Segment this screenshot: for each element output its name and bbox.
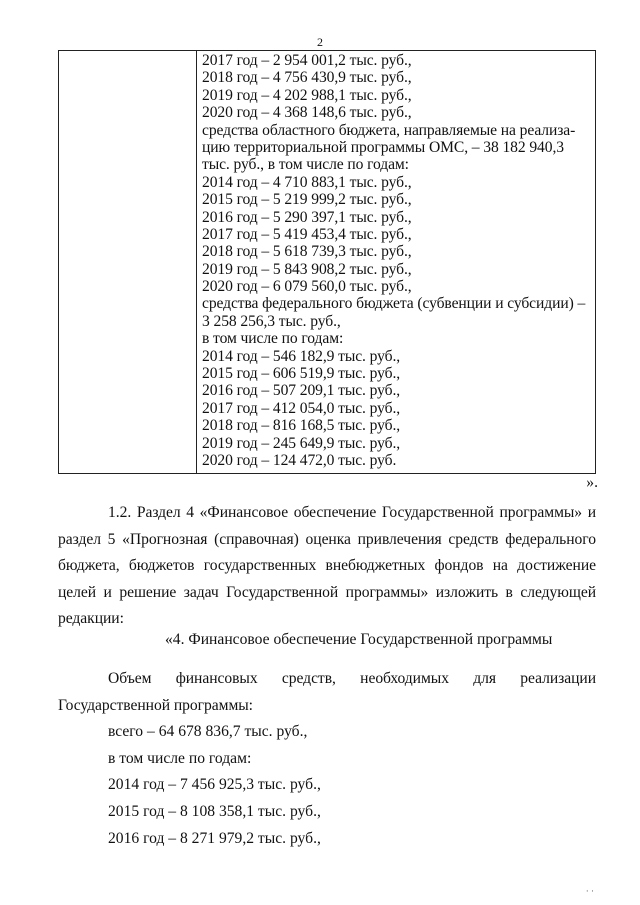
funding-line: в том числе по годам: — [202, 330, 344, 348]
table-right-cell — [197, 51, 596, 474]
funding-line: 2017 год – 412 054,0 тыс. руб., — [202, 399, 401, 417]
page-number: 2 — [317, 35, 323, 49]
funding-line: 2020 год – 6 079 560,0 тыс. руб., — [202, 278, 412, 296]
funding-line: 2018 год – 816 168,5 тыс. руб., — [202, 417, 401, 435]
funding-lines — [197, 51, 595, 469]
year-line-2015: 2015 год – 8 108 358,1 тыс. руб., — [108, 803, 321, 820]
funding-line: тыс. руб., в том числе по годам: — [202, 156, 409, 174]
funding-line: 3 258 256,3 тыс. руб., — [202, 312, 341, 330]
funding-line: цию территориальной программы ОМС, – 38 182 940,3 — [202, 138, 564, 156]
year-line-2014: 2014 год – 7 456 925,3 тыс. руб., — [108, 776, 321, 793]
funding-line: средства федерального бюджета (субвенции и субсидии) – — [202, 295, 586, 313]
table-left-cell — [59, 51, 197, 474]
funding-line: 2016 год – 507 209,1 тыс. руб., — [202, 382, 401, 400]
funding-line: 2015 год – 606 519,9 тыс. руб., — [202, 365, 401, 383]
funding-line: 2020 год – 124 472,0 тыс. руб. — [202, 451, 397, 469]
funding-line: 2020 год – 4 368 148,6 тыс. руб., — [202, 104, 412, 122]
paragraph-volume: Объем финансовых средств, необходимых для реализации Государственной программы: — [58, 670, 596, 714]
funding-line: 2019 год – 5 843 908,2 тыс. руб., — [202, 260, 412, 278]
funding-line: 2018 год – 4 756 430,9 тыс. руб., — [202, 69, 412, 87]
funding-line: 2017 год – 2 954 001,2 тыс. руб., — [202, 52, 412, 69]
funding-line: 2014 год – 4 710 883,1 тыс. руб., — [202, 173, 412, 191]
scan-mark: · · — [585, 886, 594, 896]
paragraph-1-2: 1.2. Раздел 4 «Финансовое обеспечение Государственной программы» и раздел 5 «Прогнозная (справочная) оценка привлечения средств федерального бюджета, бюджетов государственных внебюджетных фондов на достижение целей и решение задач Государственной программы» изложить в следующей редакции: — [58, 504, 596, 627]
funding-line: 2019 год – 245 649,9 тыс. руб., — [202, 434, 401, 452]
funding-line: средства областного бюджета, направляемые на реализа- — [202, 121, 576, 139]
funding-line: 2017 год – 5 419 453,4 тыс. руб., — [202, 225, 412, 243]
by-years-line: в том числе по годам: — [108, 750, 252, 767]
funding-line: 2019 год – 4 202 988,1 тыс. руб., — [202, 86, 412, 104]
funding-line: 2014 год – 546 182,9 тыс. руб., — [202, 347, 401, 365]
section-heading: «4. Финансовое обеспечение Государственной программы — [165, 631, 553, 648]
continuation-table — [58, 50, 596, 474]
funding-line: 2015 год – 5 219 999,2 тыс. руб., — [202, 191, 412, 209]
closing-quote: ». — [586, 474, 598, 491]
funding-line: 2018 год – 5 618 739,3 тыс. руб., — [202, 243, 412, 261]
table-row — [59, 51, 596, 474]
total-line: всего – 64 678 836,7 тыс. руб., — [108, 723, 308, 740]
funding-line: 2016 год – 5 290 397,1 тыс. руб., — [202, 208, 412, 226]
year-line-2016: 2016 год – 8 271 979,2 тыс. руб., — [108, 830, 321, 847]
